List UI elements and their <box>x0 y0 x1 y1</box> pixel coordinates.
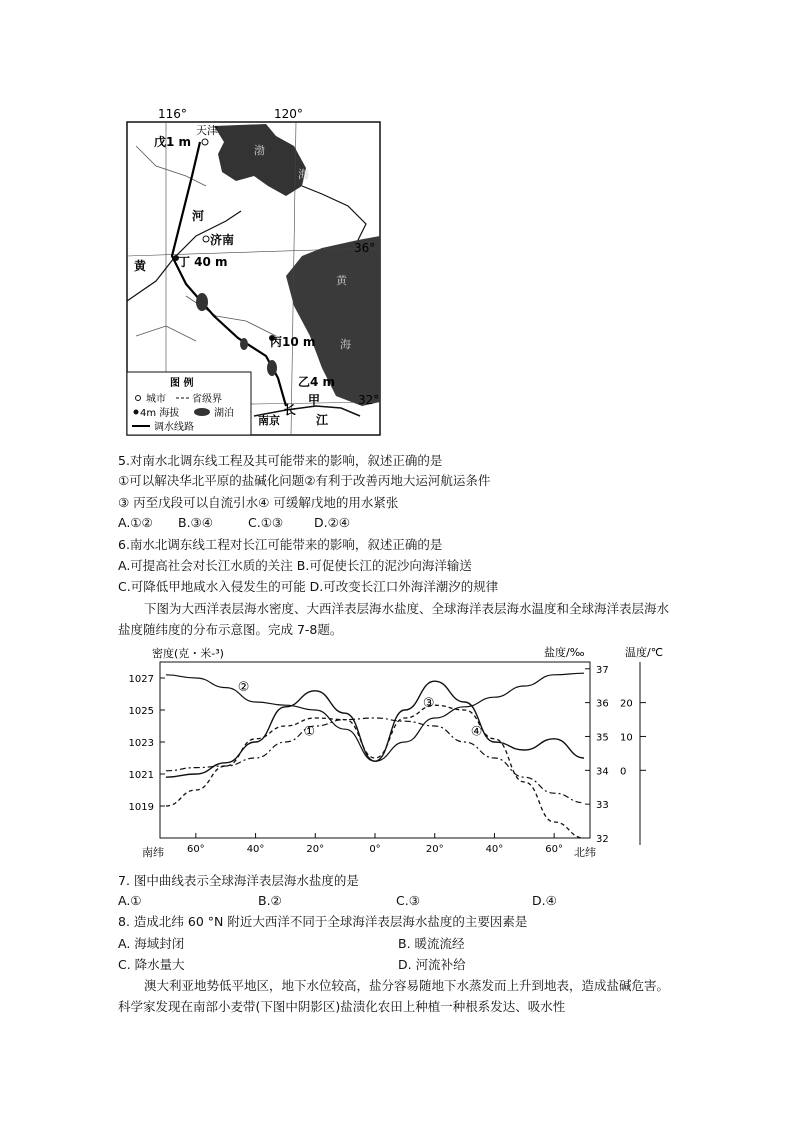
label-bohai-1: 渤 <box>254 144 265 157</box>
lon-label-120: 120° <box>274 107 303 121</box>
label-wu: 戊1 m <box>154 135 192 149</box>
salinity-tick-label: 32 <box>596 834 609 845</box>
left-tick-label: 1027 <box>128 674 154 685</box>
lat-label-36: 36° <box>354 241 376 255</box>
salinity-axis-label: 盐度/‰ <box>544 646 585 659</box>
legend-lake-icon <box>194 408 210 416</box>
legend-elevation: 4m 海拔 <box>140 408 180 419</box>
q7-option-b[interactable]: B.② <box>258 893 282 908</box>
left-tick-label: 1025 <box>128 706 154 717</box>
salinity-tick-label: 33 <box>596 800 609 812</box>
label-chang: 长 <box>284 403 297 417</box>
left-axis-label: 密度(克・米-³) <box>152 647 224 660</box>
label-tianjin: 天津 <box>196 124 218 137</box>
series-line-4 <box>166 705 584 838</box>
series-line-1 <box>166 718 584 803</box>
q7-option-d[interactable]: D.④ <box>532 893 557 908</box>
label-huanghai-1: 黄 <box>336 274 347 287</box>
x-right-label: 北纬 <box>574 846 596 859</box>
passage-paragraph <box>118 975 678 1017</box>
q5-stem: 5.对南水北调东线工程及其可能带来的影响，叙述正确的是 <box>118 453 443 468</box>
x-tick-label: 40° <box>485 844 504 855</box>
q5-line1: ①可以解决华北平原的盐碱化问题②有利于改善丙地大运河航运条件 <box>118 473 491 488</box>
map-legend <box>127 372 251 435</box>
q8-stem: 8. 造成北纬 60 °N 附近大西洋不同于全球海洋表层海水盐度的主要因素是 <box>118 914 528 929</box>
series-line-3 <box>166 681 584 777</box>
lake <box>240 338 248 350</box>
q6-line1: A.可提高社会对长江水质的关注 B.可促使长江的泥沙向海洋输送 <box>118 558 472 573</box>
x-tick-label: 60° <box>186 844 205 855</box>
salinity-tick-label: 34 <box>596 766 609 778</box>
x-left-label: 南纬 <box>142 846 164 859</box>
x-tick-label: 60° <box>545 844 564 855</box>
q5-option-c[interactable]: C.①③ <box>248 515 284 530</box>
map-svg <box>126 106 382 438</box>
salinity-tick-label: 35 <box>596 732 609 744</box>
label-jinan: 济南 <box>210 233 235 247</box>
temperature-tick-label: 20 <box>620 698 633 710</box>
legend-elevation-icon <box>134 410 139 415</box>
q5-option-d[interactable]: D.②④ <box>314 515 351 530</box>
temperature-axis-label: 温度/℃ <box>625 646 664 659</box>
q5-line2: ③ 丙至戊段可以自流引水④ 可缓解戊地的用水紧张 <box>118 495 399 510</box>
north-china-map <box>126 106 382 438</box>
curve-label-3: ③ <box>422 695 435 711</box>
label-bohai-2: 海 <box>298 168 309 181</box>
passage-text: 澳大利亚地势低平地区，地下水位较高，盐分容易随地下水蒸发而上升到地表，造成盐碱危害。科学家发现在南部小麦带(下图中阴影区)盐渍化农田上种植一种根系发达、吸水性 <box>118 978 670 1014</box>
label-ding: 丁 40 m <box>178 255 228 269</box>
label-huanghai-2: 海 <box>340 338 351 351</box>
temperature-tick-label: 0 <box>620 766 627 778</box>
left-tick-label: 1021 <box>128 770 154 781</box>
legend-city: 城市 <box>146 394 166 405</box>
label-yi: 乙4 m <box>298 375 336 389</box>
temperature-tick-label: 10 <box>620 732 633 744</box>
q7-stem: 7. 图中曲线表示全球海洋表层海水盐度的是 <box>118 873 359 888</box>
q6-line2: C.可降低甲地咸水入侵发生的可能 D.可改变长江口外海洋潮汐的规律 <box>118 579 499 594</box>
lat-label-32: 32° <box>358 393 380 407</box>
left-tick-label: 1019 <box>128 802 154 813</box>
curve-label-1: ① <box>303 724 316 740</box>
q5-option-b[interactable]: B.③④ <box>178 515 213 530</box>
intro-paragraph <box>118 598 678 640</box>
x-tick-label: 0° <box>369 844 381 855</box>
curve-label-4: ④ <box>470 724 483 740</box>
left-tick-label: 1023 <box>128 738 154 749</box>
legend-title: 图 例 <box>170 378 194 389</box>
label-nanjing: 南京 <box>258 414 280 427</box>
label-jiang: 江 <box>316 413 329 427</box>
lon-label-116: 116° <box>158 107 187 121</box>
q8-option-a[interactable]: A. 海域封闭 <box>118 936 185 951</box>
q8-option-d[interactable]: D. 河流补给 <box>398 957 466 972</box>
q8-option-c[interactable]: C. 降水量大 <box>118 957 185 972</box>
salinity-tick-label: 37 <box>596 664 609 676</box>
salinity-tick-label: 36 <box>596 698 609 710</box>
intro-text: 下图为大西洋表层海水密度、大西洋表层海水盐度、全球海洋表层海水温度和全球海洋表层海水盐度随纬度的分布示意图。完成 7-8题。 <box>118 601 670 637</box>
x-tick-label: 40° <box>246 844 265 855</box>
jinan-point <box>203 236 209 242</box>
legend-boundary: 省级界 <box>192 394 222 405</box>
label-bing: 丙10 m <box>270 335 316 349</box>
legend-city-icon <box>136 396 141 401</box>
q6-stem: 6.南水北调东线工程对长江可能带来的影响，叙述正确的是 <box>118 537 443 552</box>
q8-option-b[interactable]: B. 暖流流经 <box>398 936 465 951</box>
ocean-chart <box>120 640 690 862</box>
legend-route: 调水线路 <box>154 422 194 433</box>
label-huang-river: 黄 <box>134 259 147 273</box>
q7-option-a[interactable]: A.① <box>118 893 142 908</box>
q7-option-c[interactable]: C.③ <box>396 893 420 908</box>
tianjin-point <box>202 139 208 145</box>
x-tick-label: 20° <box>306 844 325 855</box>
series-line-2 <box>166 673 584 761</box>
chart-svg <box>120 640 690 862</box>
q5-option-a[interactable]: A.①② <box>118 515 153 530</box>
label-he: 河 <box>192 209 205 223</box>
legend-lake: 湖泊 <box>214 408 234 419</box>
lake <box>196 293 208 311</box>
label-jia: 甲 <box>308 393 321 407</box>
curve-label-2: ② <box>237 679 250 695</box>
x-tick-label: 20° <box>425 844 444 855</box>
lake <box>267 360 277 376</box>
